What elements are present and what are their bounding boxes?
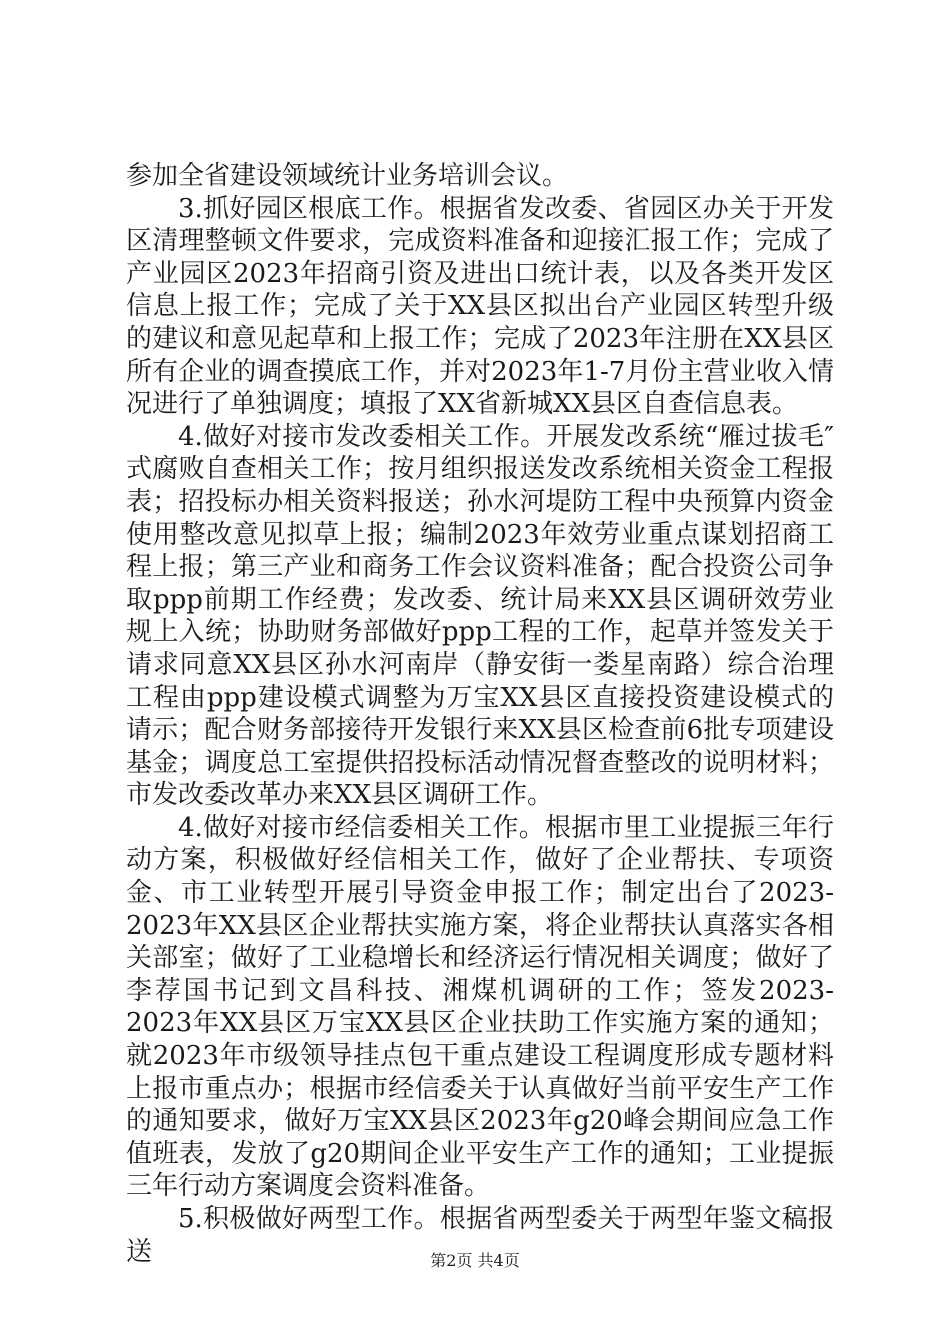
page-footer: 第2页 共4页 (430, 1251, 520, 1270)
document-body (126, 160, 834, 1268)
paragraph-item-4-fagaiwei: 4.做好对接市发改委相关工作。开展发改系统“雁过拔毛″式腐败自查相关工作；按月组织报送发改系统相关资金工程报表；招投标办相关资料报送；孙水河堤防工程中央预算内资金使用整改意见拟草上报；编制2023年效劳业重点谋划招商工程上报；第三产业和商务工作会议资料准备；配合投资公司争取ppp前期工作经费；发改委、统计局来XX县区调研效劳业规上入统；协助财务部做好ppp工程的工作，起草并签发关于请求同意XX县区孙水河南岸（静安街一娄星南路）综合治理工程由ppp建设模式调整为万宝XX县区直接投资建设模式的请示；配合财务部接待开发银行来XX县区检查前6批专项建设基金；调度总工室提供招投标活动情况督查整改的说明材料；市发改委改革办来XX县区调研工作。 (126, 421, 834, 811)
paragraph-item-4-jingxinwei: 4.做好对接市经信委相关工作。根据市里工业提振三年行动方案，积极做好经信相关工作，做好了企业帮扶、专项资金、市工业转型开展引导资金申报工作；制定出台了2023-2023年XX县区企业帮扶实施方案，将企业帮扶认真落实各相关部室；做好了工业稳增长和经济运行情况相关调度；做好了李荐国书记到文昌科技、湘煤机调研的工作；签发2023-2023年XX县区万宝XX县区企业扶助工作实施方案的通知；就2023年市级领导挂点包干重点建设工程调度形成专题材料上报市重点办；根据市经信委关于认真做好当前平安生产工作的通知要求，做好万宝XX县区2023年g20峰会期间应急工作值班表，发放了g20期间企业平安生产工作的通知；工业提振三年行动方案调度会资料准备。 (126, 812, 834, 1202)
paragraph-item-3: 3.抓好园区根底工作。根据省发改委、省园区办关于开发区清理整顿文件要求，完成资料准备和迎接汇报工作；完成了产业园区2023年招商引资及进出口统计表，以及各类开发区信息上报工作；完成了关于XX县区拟出台产业园区转型升级的建议和意见起草和上报工作；完成了2023年注册在XX县区所有企业的调查摸底工作，并对2023年1-7月份主营业收入情况进行了单独调度；填报了XX省新城XX县区自查信息表。 (126, 193, 834, 420)
paragraph-continuation: 参加全省建设领域统计业务培训会议。 (126, 161, 569, 191)
paragraph-item-5: 5.积极做好两型工作。根据省两型委关于两型年鉴文稿报送 (126, 1204, 834, 1267)
